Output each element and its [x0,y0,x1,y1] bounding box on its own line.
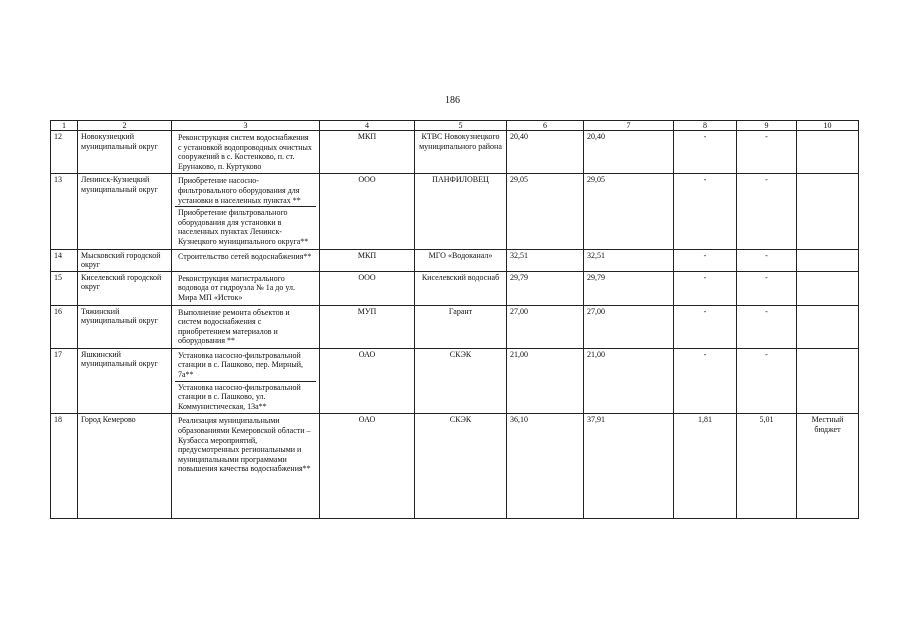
project-description: Строительство сетей водоснабжения** [178,251,312,261]
table-row [51,131,859,174]
project-cell [172,305,320,348]
col8-cell: - [674,305,737,348]
column-number: 3 [172,121,320,131]
col8-cell: - [674,271,737,305]
col9-cell: - [737,348,797,414]
municipality-cell: Тяжинский муниципальный округ [78,305,172,348]
col10-cell [797,249,859,271]
col9-cell: - [737,249,797,271]
project-cell [172,271,320,305]
executor-cell: СКЭК [415,348,507,414]
amount-cell: 21,00 [584,348,674,414]
org-form-cell: ООО [320,271,415,305]
col9-cell: - [737,174,797,249]
municipality-cell: Новокузнецкий муниципальный округ [78,131,172,174]
total-cell: 32,51 [507,249,584,271]
col9-cell: 5,01 [737,414,797,519]
total-cell: 27,00 [507,305,584,348]
project-description: Реализация муниципальными образованиями Кемеровской области – Кузбасса мероприятий, предусмотренных региональными и муниципальными программами повышения качества водоснабжения** [178,416,311,474]
total-cell: 21,00 [507,348,584,414]
project-cell [172,414,320,519]
project-cell [172,348,320,414]
row-number: 13 [51,174,78,249]
project-cell [172,249,320,271]
project-cell [172,174,320,249]
col8-cell: 1,81 [674,414,737,519]
col10-cell [797,271,859,305]
col9-cell: - [737,305,797,348]
total-cell: 20,40 [507,131,584,174]
column-number: 1 [51,121,78,131]
executor-cell: СКЭК [415,414,507,519]
project-description: Установка насосно-фильтровальной станции в с. Пашково, ул. Коммунистическая, 13а** [175,381,316,413]
column-number: 9 [737,121,797,131]
project-description: Приобретение фильтровального оборудования для установки в населенных пунктах Ленинск-Кузнецкого муниципального округа** [175,206,316,247]
page-number: 186 [445,95,460,106]
executor-cell: Киселевский водоснаб [415,271,507,305]
col8-cell: - [674,174,737,249]
column-number: 2 [78,121,172,131]
row-number: 14 [51,249,78,271]
amount-cell: 37,91 [584,414,674,519]
executor-cell: МГО «Водоканал» [415,249,507,271]
amount-cell: 32,51 [584,249,674,271]
amount-cell: 29,05 [584,174,674,249]
org-form-cell: ООО [320,174,415,249]
org-form-cell: МКП [320,131,415,174]
table-row [51,305,859,348]
column-number: 8 [674,121,737,131]
total-cell: 36,10 [507,414,584,519]
table-row [51,348,859,414]
column-number: 4 [320,121,415,131]
municipality-cell: Ленинск-Кузнецкий муниципальный округ [78,174,172,249]
col8-cell: - [674,348,737,414]
col10-cell [797,131,859,174]
program-table [50,120,859,519]
col9-cell: - [737,271,797,305]
total-cell: 29,79 [507,271,584,305]
row-number: 17 [51,348,78,414]
amount-cell: 20,40 [584,131,674,174]
col10-cell: Местный бюджет [797,414,859,519]
column-number: 5 [415,121,507,131]
total-cell: 29,05 [507,174,584,249]
municipality-cell: Киселевский городской округ [78,271,172,305]
project-description: Реконструкция систем водоснабжения с установкой водопроводных очистных сооружений в с. Костенково, п. ст. Ерунаково, п. Куртуково [178,133,312,171]
executor-cell: КТВС Новокузнецкого муниципального района [415,131,507,174]
project-description: Приобретение насосно-фильтровального оборудования для установки в населенных пунктах ** [178,176,301,205]
col10-cell [797,174,859,249]
municipality-cell: Мысковский городской округ [78,249,172,271]
org-form-cell: ОАО [320,348,415,414]
table-row [51,271,859,305]
org-form-cell: МКП [320,249,415,271]
org-form-cell: МУП [320,305,415,348]
column-number-row [51,121,859,131]
municipality-cell: Яшкинский муниципальный округ [78,348,172,414]
row-number: 15 [51,271,78,305]
executor-cell: ПАНФИЛОВЕЦ [415,174,507,249]
col8-cell: - [674,131,737,174]
executor-cell: Гарант [415,305,507,348]
table-row [51,414,859,519]
column-number: 10 [797,121,859,131]
row-number: 12 [51,131,78,174]
amount-cell: 29,79 [584,271,674,305]
project-description: Реконструкция магистрального водовода от гидроузла № 1а до ул. Мира МП «Исток» [178,273,295,302]
column-number: 6 [507,121,584,131]
org-form-cell: ОАО [320,414,415,519]
project-description: Установка насосно-фильтровальной станции в с. Пашково, пер. Мирный, 7а** [178,350,304,380]
project-cell [172,131,320,174]
column-number: 7 [584,121,674,131]
col9-cell: - [737,131,797,174]
amount-cell: 27,00 [584,305,674,348]
col10-cell [797,348,859,414]
col8-cell: - [674,249,737,271]
table-row [51,249,859,271]
project-description: Выполнение ремонта объектов и систем водоснабжения с приобретением материалов и оборудования ** [178,307,290,346]
col10-cell [797,305,859,348]
municipality-cell: Город Кемерово [78,414,172,519]
table-row [51,174,859,249]
row-number: 16 [51,305,78,348]
row-number: 18 [51,414,78,519]
